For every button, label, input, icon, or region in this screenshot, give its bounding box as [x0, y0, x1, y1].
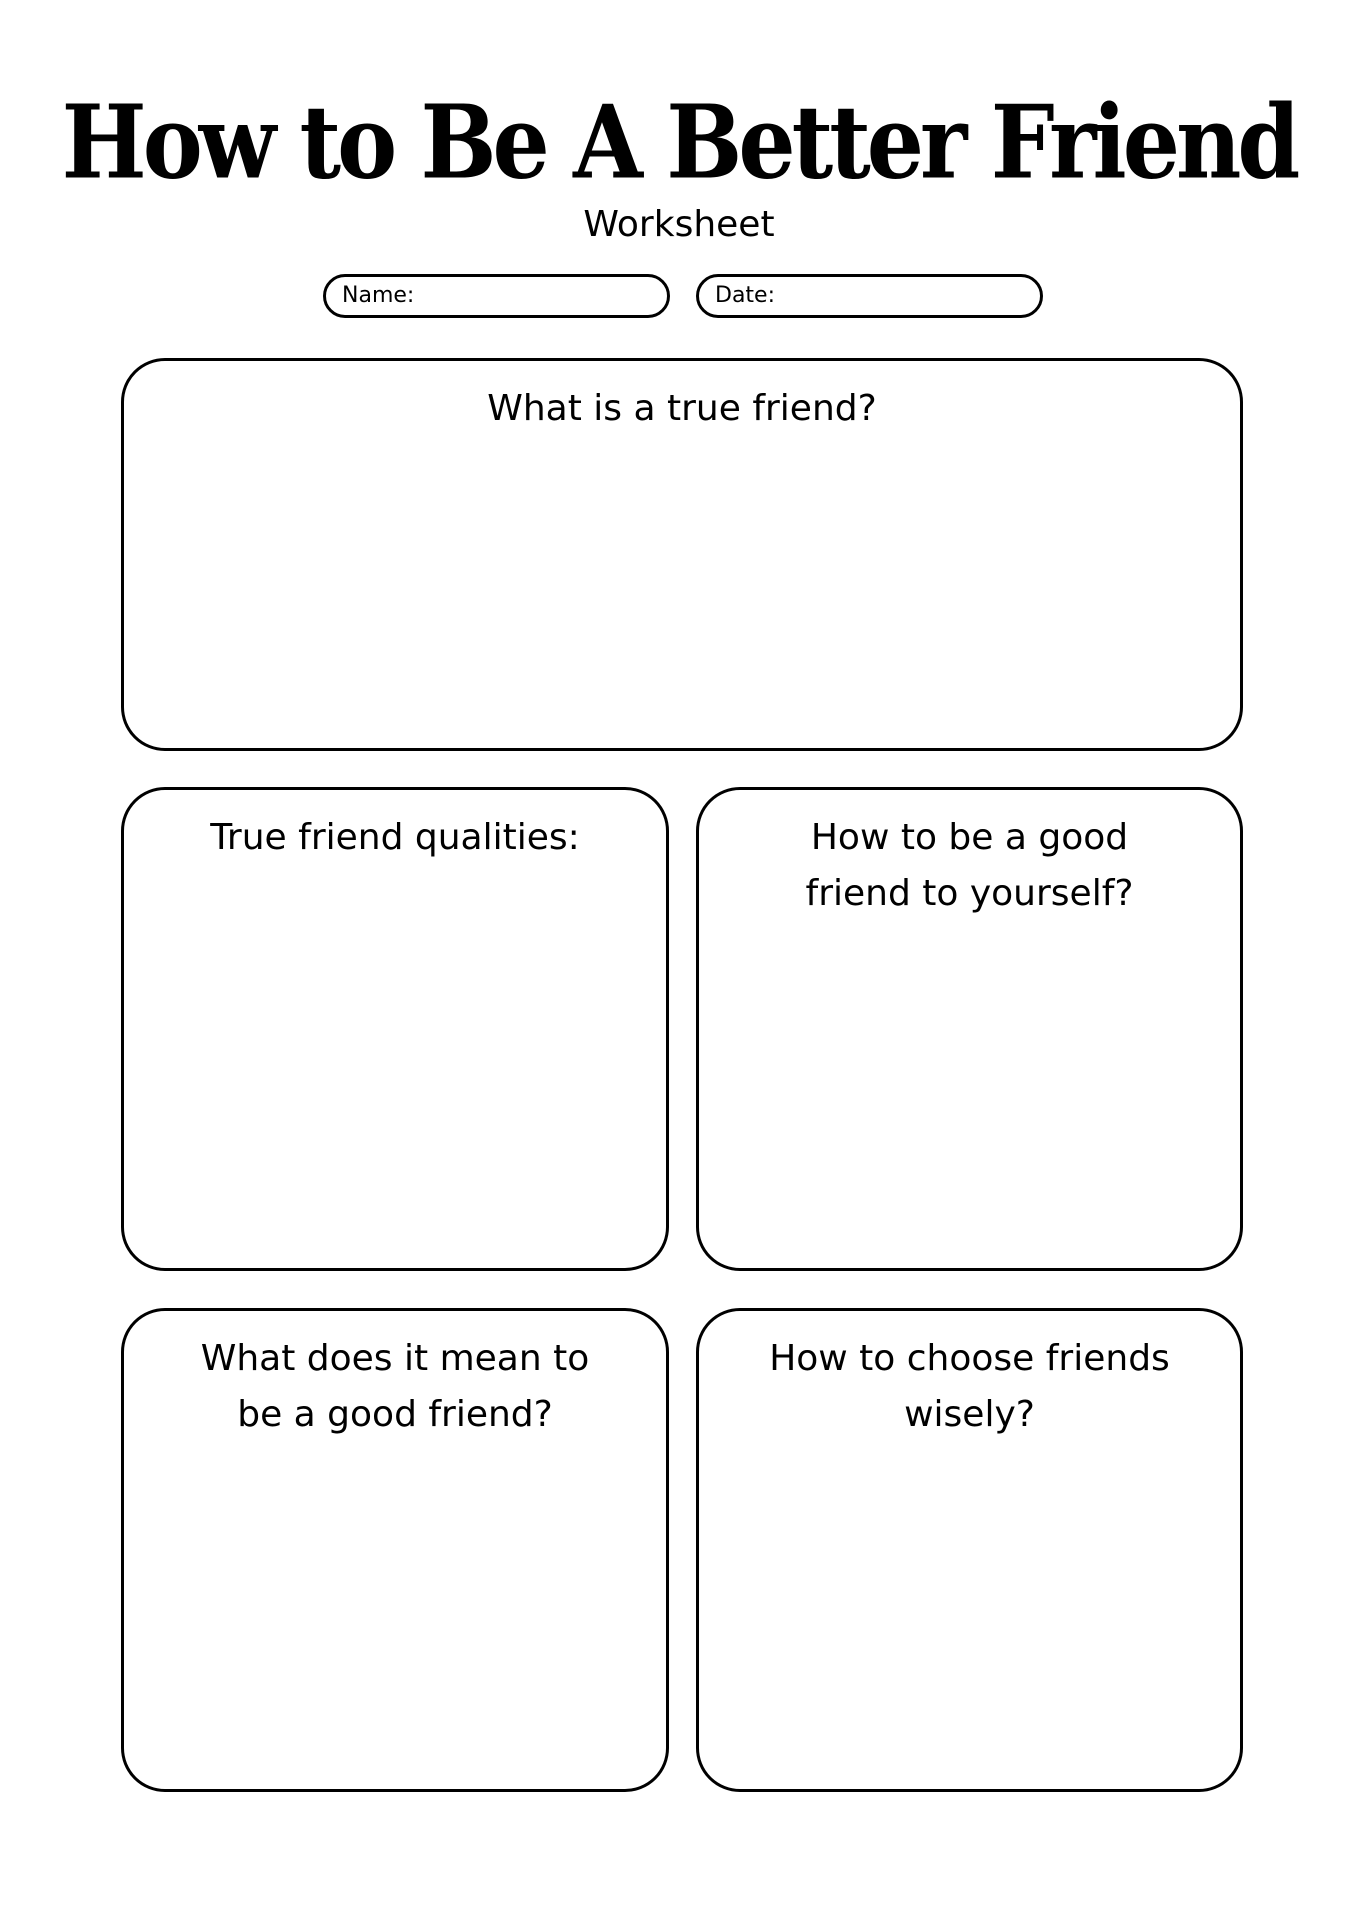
friend-to-yourself-answer-box[interactable]: [696, 787, 1243, 1271]
qualities-answer-box[interactable]: [121, 787, 669, 1271]
choose-friends-answer-box[interactable]: [696, 1308, 1243, 1792]
true-friend-prompt: What is a true friend?: [487, 388, 877, 429]
qualities-prompt: True friend qualities:: [210, 817, 580, 858]
date-field[interactable]: [696, 274, 1043, 318]
good-friend-meaning-answer-box[interactable]: [121, 1308, 669, 1792]
friend-to-yourself-prompt: How to be a good friend to yourself?: [805, 817, 1134, 914]
page-title: How to Be A Better Friend: [61, 83, 1297, 203]
good-friend-meaning-prompt: What does it mean to be a good friend?: [200, 1338, 590, 1435]
name-field-label: Name:: [342, 283, 415, 308]
choose-friends-prompt: How to choose friends wisely?: [769, 1338, 1170, 1435]
page-subtitle: Worksheet: [583, 204, 775, 245]
date-field-label: Date:: [715, 283, 775, 308]
true-friend-answer-box[interactable]: [121, 358, 1243, 751]
name-field[interactable]: [323, 274, 670, 318]
